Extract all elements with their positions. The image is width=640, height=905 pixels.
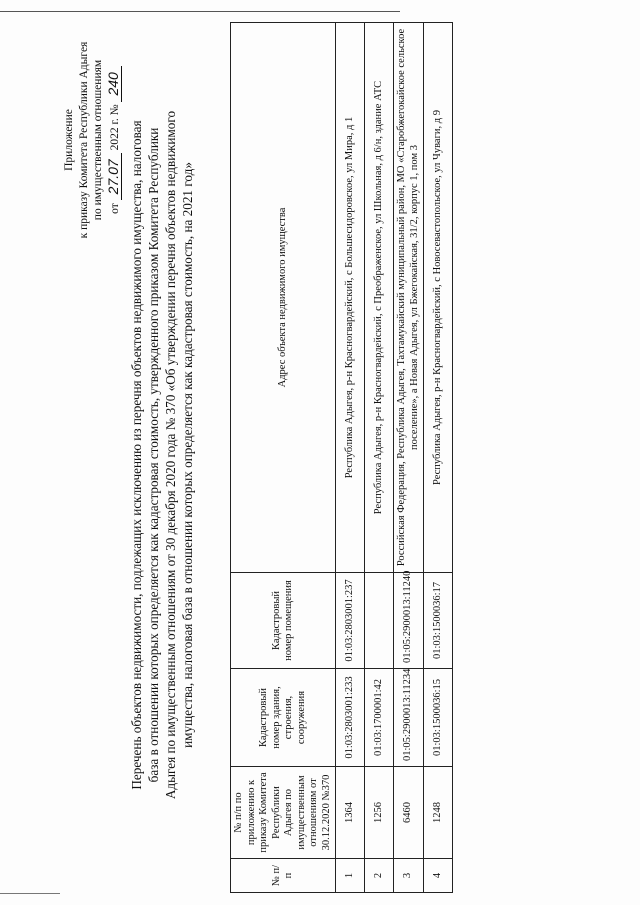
appendix-heading: Приложение [63, 109, 75, 171]
title-line: Адыгея по имущественным отношениям от 30 декабря 2020 года № 370 «Об утверждении перечня объектов недвижимого [163, 110, 178, 800]
appendix-order-ref: к приказу Комитета Республики Адыгея [77, 41, 90, 239]
cell-premises-cadastral: 01:03:1500036:17 [424, 573, 453, 669]
cell-address: Республика Адыгея, р-н Красногвардейский, с Преображенское, ул Школьная, д 6/н, здание АТС [365, 23, 394, 573]
table-row [424, 23, 453, 893]
appendix-date-prefix: от [108, 203, 121, 214]
appendix-committee: по имущественным отношениям [92, 59, 104, 221]
title-line: база в отношении которых определяется как кадастровая стоимость, утвержденного приказом Комитета Республики [146, 127, 161, 783]
appendix-year-no: 2022 г. № [108, 104, 121, 151]
cell-building-cadastral: 01:03:1500036:15 [424, 669, 453, 767]
appendix-number-handwritten: 240 [105, 66, 122, 101]
header-row-number: № п/п [231, 859, 336, 893]
header-premises-cadastral: Кадастровый номер помещения [231, 573, 336, 669]
cell-address: Российская Федерация, Республика Адыгея, Тахтамукайский муниципальный район, МО «Старобжегокайское сельское поселение», а Новая Адыгея, ул Бжегокайская, 31/2, корпус 1, пом 3 [394, 23, 424, 573]
cell-premises-cadastral: 01:03:2803001:237 [336, 573, 365, 669]
cell-appendix-number: 1256 [365, 767, 394, 859]
cell-row-number: 4 [424, 859, 453, 893]
cell-premises-cadastral: 01:05:2900013:11240 [394, 573, 424, 669]
scan-artifact-line [0, 893, 60, 894]
header-address: Адрес объекта недвижимого имущества [231, 23, 336, 573]
cell-appendix-number: 6460 [394, 767, 424, 859]
cell-row-number: 1 [336, 859, 365, 893]
appendix-block [62, 25, 122, 255]
document-title [128, 63, 196, 847]
cell-appendix-number: 1364 [336, 767, 365, 859]
table-row [365, 23, 394, 893]
cell-appendix-number: 1248 [424, 767, 453, 859]
appendix-date-handwritten: 27.07 [105, 153, 122, 200]
title-line: имущества, налоговая база в отношении которых определяется как кадастровая стоимость, на 2021 год» [180, 162, 195, 748]
cell-address: Республика Адыгея, р-н Красногвардейский, с Новосевастопольское, ул Чуваги, д 9 [424, 23, 453, 573]
cell-building-cadastral: 01:03:2803001:233 [336, 669, 365, 767]
title-line: Перечень объектов недвижимости, подлежащих исключению из перечня объектов недвижимого имущества, налоговая [129, 120, 144, 790]
scan-edge-line [0, 11, 400, 12]
cell-row-number: 2 [365, 859, 394, 893]
cell-address: Республика Адыгея, р-н Красногвардейский, с Большесидоровское, ул Мира, д 1 [336, 23, 365, 573]
header-appendix-number: № п/п по приложению к приказу Комитета Республики Адыгея по имущественным отношениям от 30.12.2020 №370 [231, 767, 336, 859]
table-row [394, 23, 424, 893]
table-header-row [231, 23, 336, 893]
cell-premises-cadastral [365, 573, 394, 669]
cell-row-number: 3 [394, 859, 424, 893]
cell-building-cadastral: 01:05:2900013:11234 [394, 669, 424, 767]
appendix-date-line [106, 25, 123, 255]
table-row [336, 23, 365, 893]
cell-building-cadastral: 01:03:1700001:42 [365, 669, 394, 767]
objects-table [230, 22, 453, 893]
header-building-cadastral: Кадастровый номер здания, строения, сооружения [231, 669, 336, 767]
